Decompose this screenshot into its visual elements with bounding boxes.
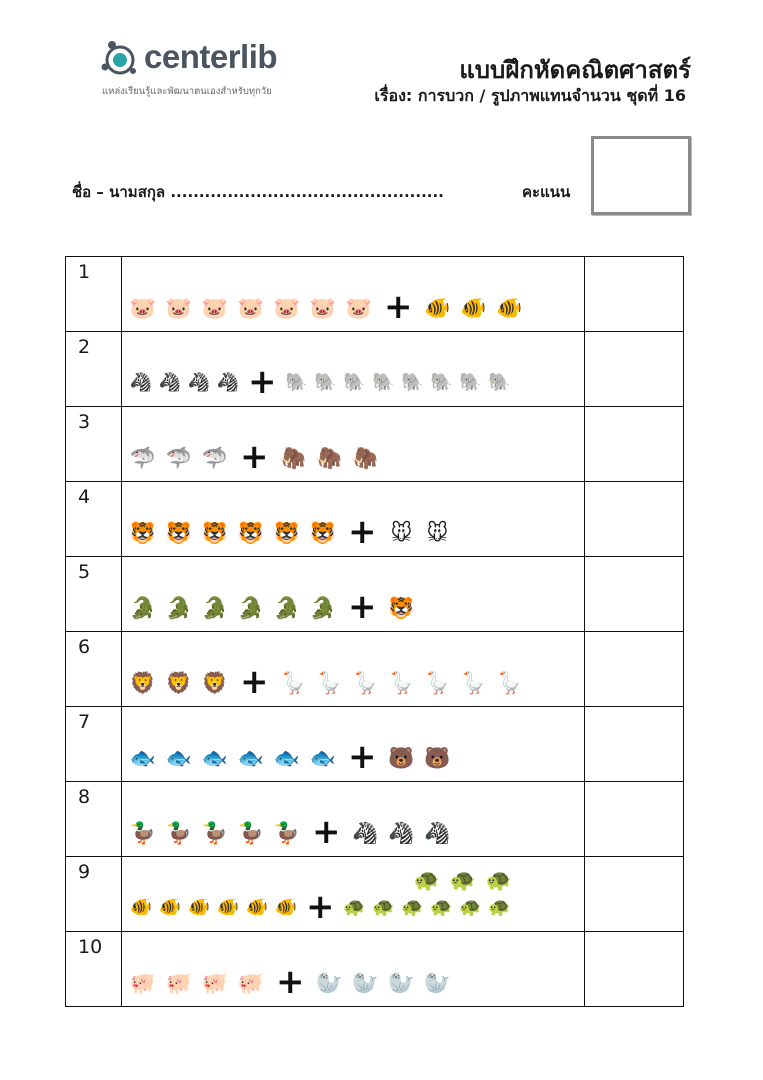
goldfish-icon: 🐠 bbox=[158, 897, 182, 918]
tiger-icon: 🐯 bbox=[237, 521, 265, 545]
elephant-icon: 🐘 bbox=[314, 372, 337, 393]
picture-cell bbox=[122, 632, 585, 707]
turtle-icon: 🐢 bbox=[401, 897, 424, 918]
picture-cell bbox=[122, 932, 585, 1007]
crocodile-icon: 🐊 bbox=[165, 596, 193, 620]
exercise-number: 4 bbox=[66, 482, 122, 557]
goldfish-icon: 🐠 bbox=[274, 897, 298, 918]
logo-mark-icon bbox=[98, 36, 144, 82]
exercise-row bbox=[66, 332, 684, 407]
goldfish-icon: 🐠 bbox=[216, 897, 240, 918]
goldfish-icon: 🐠 bbox=[496, 296, 523, 320]
turtle-icon: 🐢 bbox=[413, 868, 441, 892]
shark-icon: 🦈 bbox=[129, 446, 157, 470]
duck-icon: 🦆 bbox=[165, 821, 193, 845]
centerlib-logo bbox=[98, 36, 318, 102]
plus-sign: + bbox=[348, 737, 377, 777]
blue-fish-icon: 🐟 bbox=[273, 746, 301, 770]
elephant-icon: 🐘 bbox=[430, 372, 453, 393]
picture-cell bbox=[122, 557, 585, 632]
tiger-icon: 🐯 bbox=[165, 521, 193, 545]
exercise-row bbox=[66, 857, 684, 932]
walrus-icon: 🦭 bbox=[388, 971, 415, 995]
walrus-icon: 🦭 bbox=[352, 971, 379, 995]
tiger-icon: 🐯 bbox=[129, 521, 157, 545]
exercise-row bbox=[66, 782, 684, 857]
blue-fish-icon: 🐟 bbox=[129, 746, 157, 770]
walrus-icon: 🦭 bbox=[316, 971, 343, 995]
exercise-number: 3 bbox=[66, 407, 122, 482]
zebra-icon: 🦓 bbox=[216, 372, 240, 393]
turtle-icon: 🐢 bbox=[459, 897, 482, 918]
zebra-icon: 🦓 bbox=[424, 821, 451, 845]
zebra-icon: 🦓 bbox=[187, 372, 211, 393]
goose-icon: 🪿 bbox=[424, 671, 451, 695]
elephant-icon: 🐘 bbox=[401, 372, 424, 393]
crocodile-icon: 🐊 bbox=[237, 596, 265, 620]
pig-face-icon: 🐖 bbox=[165, 971, 193, 995]
mouse-icon: 🐭 bbox=[426, 521, 449, 545]
blue-fish-icon: 🐟 bbox=[165, 746, 193, 770]
tiger-icon: 🐯 bbox=[309, 521, 337, 545]
goose-icon: 🪿 bbox=[280, 671, 307, 695]
answer-cell[interactable] bbox=[585, 932, 684, 1007]
goose-icon: 🪿 bbox=[352, 671, 379, 695]
picture-cell bbox=[122, 857, 585, 932]
plus-sign: + bbox=[312, 812, 341, 852]
lion-icon: 🦁 bbox=[165, 671, 193, 695]
shark-icon: 🦈 bbox=[201, 446, 229, 470]
exercise-number: 6 bbox=[66, 632, 122, 707]
answer-cell[interactable] bbox=[585, 707, 684, 782]
mammoth-icon: 🦣 bbox=[280, 446, 307, 470]
goldfish-icon: 🐠 bbox=[245, 897, 269, 918]
zebra-icon: 🦓 bbox=[388, 821, 415, 845]
exercise-number: 1 bbox=[66, 257, 122, 332]
pig-face-icon: 🐷 bbox=[345, 296, 373, 320]
plus-sign: + bbox=[248, 362, 277, 402]
answer-cell[interactable] bbox=[585, 332, 684, 407]
elephant-icon: 🐘 bbox=[343, 372, 366, 393]
crocodile-icon: 🐊 bbox=[129, 596, 157, 620]
worksheet-subtitle: เรื่อง: การบวก / รูปภาพแทนจำนวน ชุดที่ 16 bbox=[374, 86, 686, 105]
answer-cell[interactable] bbox=[585, 407, 684, 482]
elephant-icon: 🐘 bbox=[488, 372, 511, 393]
goose-icon: 🪿 bbox=[460, 671, 487, 695]
picture-cell bbox=[122, 407, 585, 482]
tiger-icon: 🐯 bbox=[388, 596, 415, 620]
exercise-number: 9 bbox=[66, 857, 122, 932]
pig-face-icon: 🐷 bbox=[309, 296, 337, 320]
bear-icon: 🐻 bbox=[424, 746, 451, 770]
answer-cell[interactable] bbox=[585, 557, 684, 632]
turtle-icon: 🐢 bbox=[372, 897, 395, 918]
exercise-row bbox=[66, 482, 684, 557]
answer-cell[interactable] bbox=[585, 857, 684, 932]
plus-sign: + bbox=[276, 962, 305, 1002]
goose-icon: 🪿 bbox=[496, 671, 523, 695]
crocodile-icon: 🐊 bbox=[309, 596, 337, 620]
tiger-icon: 🐯 bbox=[273, 521, 301, 545]
elephant-icon: 🐘 bbox=[285, 372, 308, 393]
answer-cell[interactable] bbox=[585, 257, 684, 332]
plus-sign: + bbox=[240, 437, 269, 477]
answer-cell[interactable] bbox=[585, 782, 684, 857]
picture-cell bbox=[122, 482, 585, 557]
goose-icon: 🪿 bbox=[316, 671, 343, 695]
exercise-row bbox=[66, 407, 684, 482]
answer-cell[interactable] bbox=[585, 482, 684, 557]
zebra-icon: 🦓 bbox=[129, 372, 153, 393]
zebra-icon: 🦓 bbox=[158, 372, 182, 393]
exercise-number: 5 bbox=[66, 557, 122, 632]
duck-icon: 🦆 bbox=[237, 821, 265, 845]
exercise-number: 7 bbox=[66, 707, 122, 782]
score-label: คะแนน bbox=[522, 183, 571, 201]
pig-face-icon: 🐷 bbox=[165, 296, 193, 320]
plus-sign: + bbox=[348, 587, 377, 627]
picture-cell bbox=[122, 257, 585, 332]
plus-sign: + bbox=[348, 512, 377, 552]
plus-sign: + bbox=[306, 887, 335, 927]
goldfish-icon: 🐠 bbox=[129, 897, 153, 918]
plus-sign: + bbox=[240, 662, 269, 702]
name-line[interactable]: ชื่อ – นามสกุล ................................................ bbox=[72, 183, 444, 201]
pig-face-icon: 🐖 bbox=[237, 971, 265, 995]
zebra-icon: 🦓 bbox=[352, 821, 379, 845]
mammoth-icon: 🦣 bbox=[352, 446, 379, 470]
exercise-row bbox=[66, 932, 684, 1007]
duck-icon: 🦆 bbox=[129, 821, 157, 845]
turtle-icon: 🐢 bbox=[343, 897, 366, 918]
pig-face-icon: 🐷 bbox=[273, 296, 301, 320]
turtle-icon: 🐢 bbox=[488, 897, 511, 918]
blue-fish-icon: 🐟 bbox=[309, 746, 337, 770]
turtle-icon: 🐢 bbox=[485, 868, 513, 892]
exercise-row bbox=[66, 257, 684, 332]
worksheet-title: แบบฝึกหัดคณิตศาสตร์ bbox=[459, 56, 691, 84]
goldfish-icon: 🐠 bbox=[187, 897, 211, 918]
plus-sign: + bbox=[384, 287, 413, 327]
elephant-icon: 🐘 bbox=[459, 372, 482, 393]
crocodile-icon: 🐊 bbox=[273, 596, 301, 620]
pig-face-icon: 🐷 bbox=[129, 296, 157, 320]
walrus-icon: 🦭 bbox=[424, 971, 451, 995]
exercise-number: 8 bbox=[66, 782, 122, 857]
blue-fish-icon: 🐟 bbox=[237, 746, 265, 770]
exercise-row bbox=[66, 707, 684, 782]
shark-icon: 🦈 bbox=[165, 446, 193, 470]
goldfish-icon: 🐠 bbox=[460, 296, 487, 320]
turtle-icon: 🐢 bbox=[449, 868, 477, 892]
brand-name: centerlib bbox=[144, 38, 278, 75]
goldfish-icon: 🐠 bbox=[424, 296, 451, 320]
blue-fish-icon: 🐟 bbox=[201, 746, 229, 770]
exercise-number: 10 bbox=[66, 932, 122, 1007]
pig-face-icon: 🐷 bbox=[201, 296, 229, 320]
crocodile-icon: 🐊 bbox=[201, 596, 229, 620]
score-box[interactable] bbox=[591, 136, 691, 215]
answer-cell[interactable] bbox=[585, 632, 684, 707]
mouse-icon: 🐭 bbox=[390, 521, 413, 545]
turtle-icon: 🐢 bbox=[430, 897, 453, 918]
duck-icon: 🦆 bbox=[273, 821, 301, 845]
lion-icon: 🦁 bbox=[129, 671, 157, 695]
tiger-icon: 🐯 bbox=[201, 521, 229, 545]
exercise-number: 2 bbox=[66, 332, 122, 407]
exercise-row bbox=[66, 557, 684, 632]
elephant-icon: 🐘 bbox=[372, 372, 395, 393]
picture-cell bbox=[122, 707, 585, 782]
picture-cell bbox=[122, 332, 585, 407]
duck-icon: 🦆 bbox=[201, 821, 229, 845]
pig-face-icon: 🐖 bbox=[201, 971, 229, 995]
exercise-row bbox=[66, 632, 684, 707]
exercise-table bbox=[65, 256, 684, 1007]
pig-face-icon: 🐖 bbox=[129, 971, 157, 995]
lion-icon: 🦁 bbox=[201, 671, 229, 695]
picture-cell bbox=[122, 782, 585, 857]
mammoth-icon: 🦣 bbox=[316, 446, 343, 470]
brand-tagline: แหล่งเรียนรู้และพัฒนาตนเองสำหรับทุกวัย bbox=[102, 86, 272, 97]
pig-face-icon: 🐷 bbox=[237, 296, 265, 320]
bear-icon: 🐻 bbox=[388, 746, 415, 770]
goose-icon: 🪿 bbox=[388, 671, 415, 695]
